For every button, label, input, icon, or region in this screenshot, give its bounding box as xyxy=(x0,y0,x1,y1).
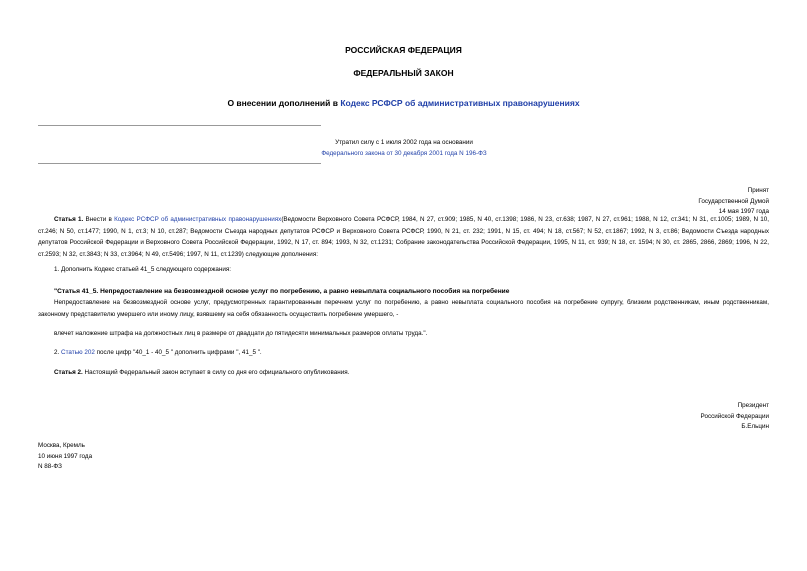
signature-block xyxy=(701,401,769,433)
top-divider xyxy=(38,125,321,126)
country-heading: РОССИЙСКАЯ ФЕДЕРАЦИЯ xyxy=(345,45,462,55)
place-city: Москва, Кремль xyxy=(38,442,85,449)
article-1-paragraph xyxy=(38,214,769,260)
signature-name: Б.Ельцин xyxy=(741,423,769,431)
law-type-heading: ФЕДЕРАЛЬНЫЙ ЗАКОН xyxy=(353,68,454,78)
article-1-label: Статья 1. xyxy=(54,216,84,223)
new-article-heading: "Статья 41_5. Непредоставление на безвозмездной основе услуг по погребению, а равно невыплата социального пособия на погребение xyxy=(54,288,510,295)
article-202-link[interactable]: Статью 202 xyxy=(61,349,95,356)
article-2-text: Настоящий Федеральный закон вступает в силу со дня его официального опубликования. xyxy=(82,369,350,376)
law-title xyxy=(0,98,807,108)
new-article-penalty: влечет наложение штрафа на должностных лиц в размере от двадцати до пятидесяти минимальных размеров оплаты труда.". xyxy=(54,330,428,337)
bottom-divider xyxy=(38,163,321,164)
item-2-prefix: 2. xyxy=(54,349,62,356)
article-1-text-before: Внести в xyxy=(83,216,115,223)
signature-country: Российской Федерации xyxy=(700,412,769,420)
place-block xyxy=(38,441,92,473)
law-number: N 88-ФЗ xyxy=(38,463,62,471)
adoption-date: 14 мая 1997 года xyxy=(718,208,769,216)
item-2 xyxy=(54,349,262,356)
article-1-text-after: (Ведомости Верховного Совета РСФСР, 1984, N 27, ст.909; 1985, N 40, ст.1398; 1986, N 23, ст.638; 1987, N 27, ст.961; 1988, N 12, ст.341; N 31, ст.1005; 1989, N 10, ст.246; N 50, ст.1477; 1990, N 1, ст.3; N 10, ст.287; Ведомости Съезда народных депутатов РСФСР и Верховного Совета РСФСР, 1990, N 21, ст. 232; 1991, N 15, ст. 494; N 18, ст.567; N 52, ст.1867; 1992, N 3, ст.86; Ведомости Съезда народных депутатов Российской Федерации и Верховного Совета Российской Федерации, 1992, N 17, ст. 894; 1993, N 32, ст.1231; Собрание законодательства Российской Федерации, 1995, N 11, ст. 939; N 18, ст. 1594; N 30, ст. 2865, 2866, 2869; 1996, N 22, ст.2593; N 32, ст.3843; N 33, ст.3964; N 49, ст.5496; 1997, N 11, ст.1239) следующие дополнения: xyxy=(38,216,770,258)
new-article-body: Непредоставление на безвозмездной основе услуг, предусмотренных гарантированным перечнем услуг по погребению, а равно невыплата социального пособия на погребение супругу, близким родственникам, иным родственникам, законному представителю умершего или иному лицу, взявшему на себя обязанность осуществить погребение умершего, - xyxy=(38,299,769,318)
article-2-label: Статья 2. xyxy=(54,369,83,376)
repeal-law-link[interactable]: Федерального закона от 30 декабря 2001 года N 196-ФЗ xyxy=(321,150,487,157)
item-1: 1. Дополнить Кодекс статьей 41_5 следующего содержания: xyxy=(54,266,232,273)
article-1-codex-link[interactable]: Кодекс РСФСР об административных правонарушениях xyxy=(114,216,282,223)
adoption-line-2: Государственной Думой xyxy=(698,197,769,205)
item-2-text: после цифр "40_1 - 40_5 " дополнить цифрами ", 41_5 ". xyxy=(94,349,262,356)
signature-title: Президент xyxy=(737,402,769,409)
repeal-note: Утратил силу с 1 июля 2002 года на основании xyxy=(335,139,473,146)
article-2-paragraph xyxy=(54,369,349,376)
codex-link[interactable]: Кодекс РСФСР об административных правонарушениях xyxy=(340,98,580,108)
adoption-block xyxy=(698,186,769,218)
law-title-prefix: О внесении дополнений в xyxy=(227,98,341,108)
place-date: 10 июня 1997 года xyxy=(38,452,93,460)
adoption-line-1: Принят xyxy=(747,187,769,194)
